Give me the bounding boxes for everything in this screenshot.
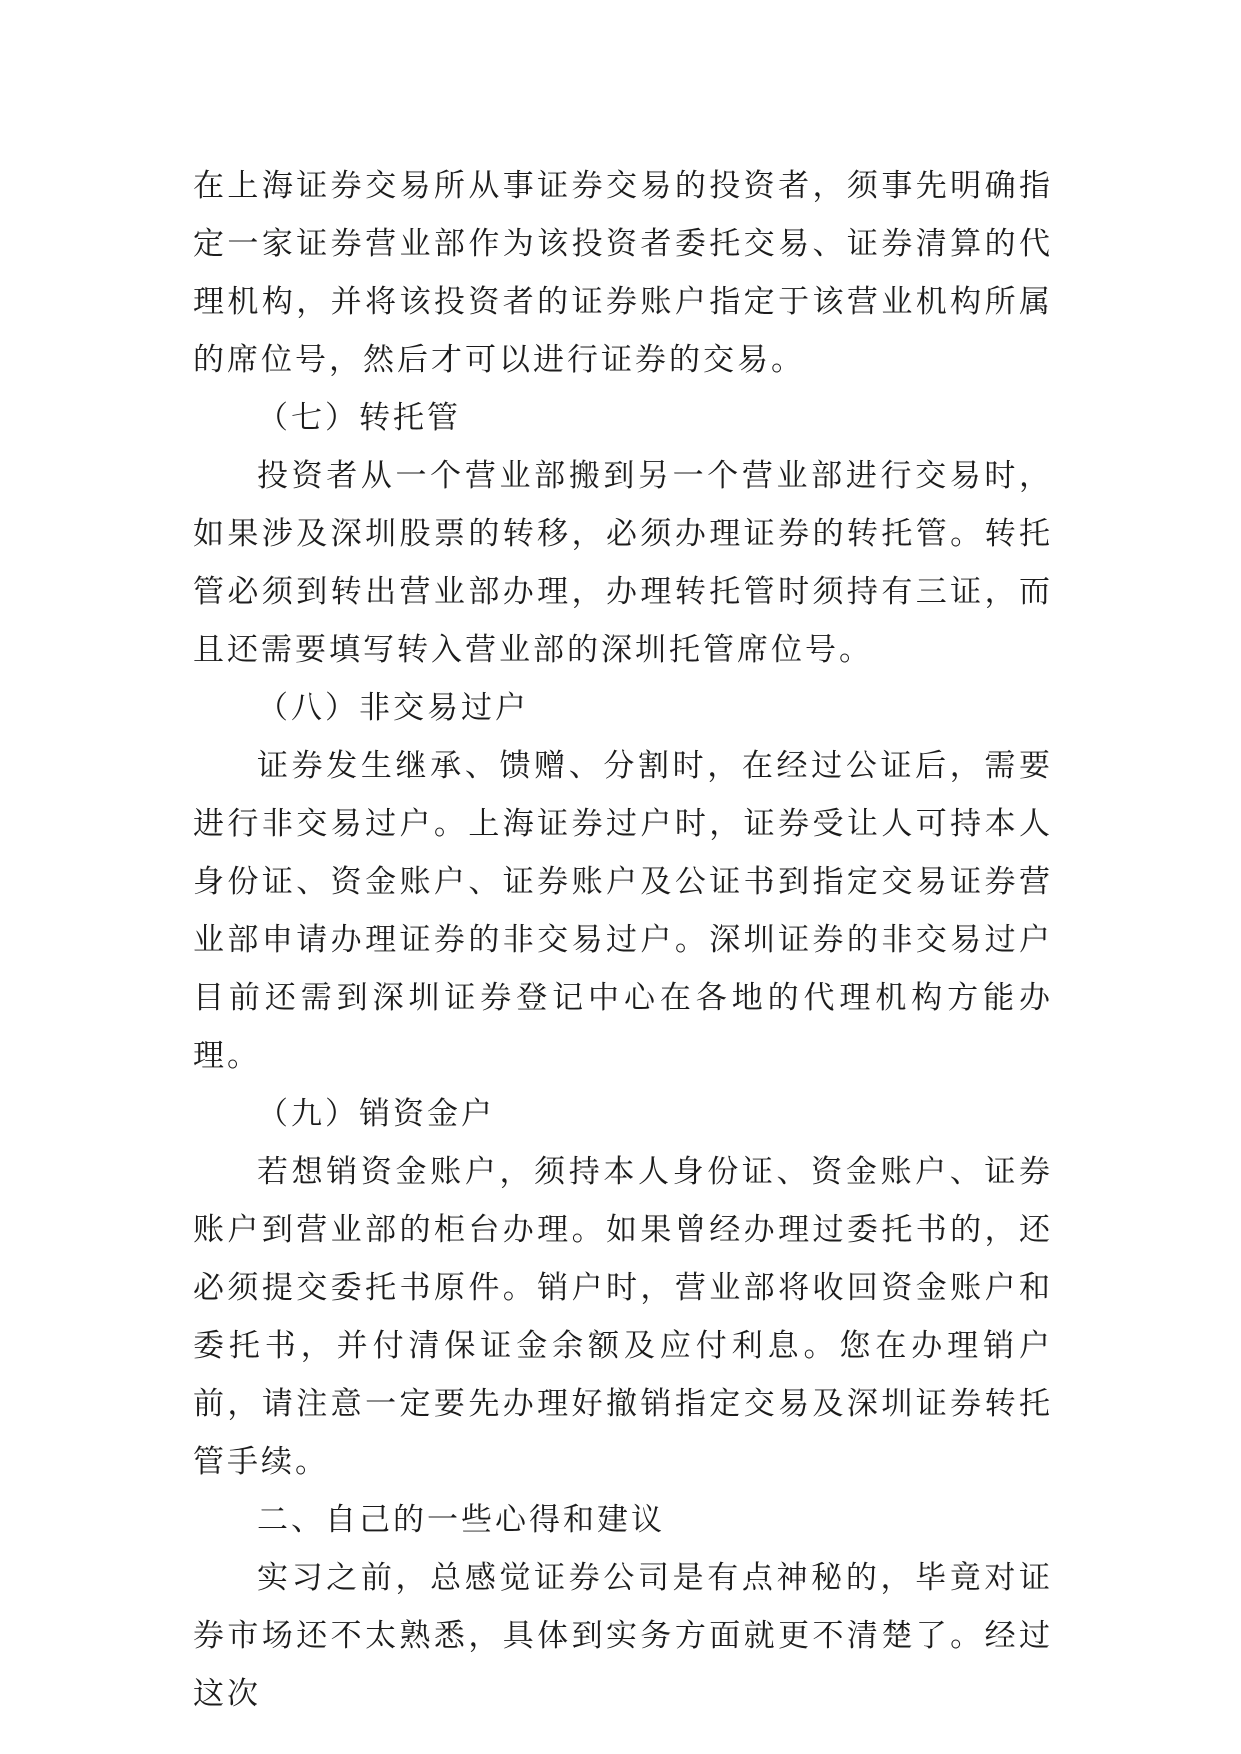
body-text (193, 157, 1053, 1723)
paragraph: 在上海证券交易所从事证券交易的投资者，须事先明确指定一家证券营业部作为该投资者委托交易、证券清算的代理机构，并将该投资者的证券账户指定于该营业机构所属的席位号，然后才可以进行证券的交易。 (193, 168, 1053, 378)
paragraph: 若想销资金账户，须持本人身份证、资金账户、证券账户到营业部的柜台办理。如果曾经办理过委托书的，还必须提交委托书原件。销户时，营业部将收回资金账户和委托书，并付清保证金余额及应付利息。您在办理销户前，请注意一定要先办理好撤销指定交易及深圳证券转托管手续。 (193, 1154, 1053, 1480)
paragraph: 投资者从一个营业部搬到另一个营业部进行交易时，如果涉及深圳股票的转移，必须办理证券的转托管。转托管必须到转出营业部办理，办理转托管时须持有三证，而且还需要填写转入营业部的深圳托管席位号。 (193, 458, 1053, 668)
paragraph: 证券发生继承、馈赠、分割时，在经过公证后，需要进行非交易过户。上海证券过户时，证券受让人可持本人身份证、资金账户、证券账户及公证书到指定交易证券营业部申请办理证券的非交易过户。深圳证券的非交易过户目前还需到深圳证券登记中心在各地的代理机构方能办理。 (193, 748, 1053, 1074)
paragraph: 实习之前，总感觉证券公司是有点神秘的，毕竟对证券市场还不太熟悉，具体到实务方面就更不清楚了。经过这次 (193, 1560, 1053, 1712)
section-heading: （九）销资金户 (257, 1096, 495, 1132)
section-heading: 二、自己的一些心得和建议 (257, 1502, 665, 1538)
section-heading: （七）转托管 (257, 400, 461, 436)
section-heading: （八）非交易过户 (257, 690, 529, 726)
